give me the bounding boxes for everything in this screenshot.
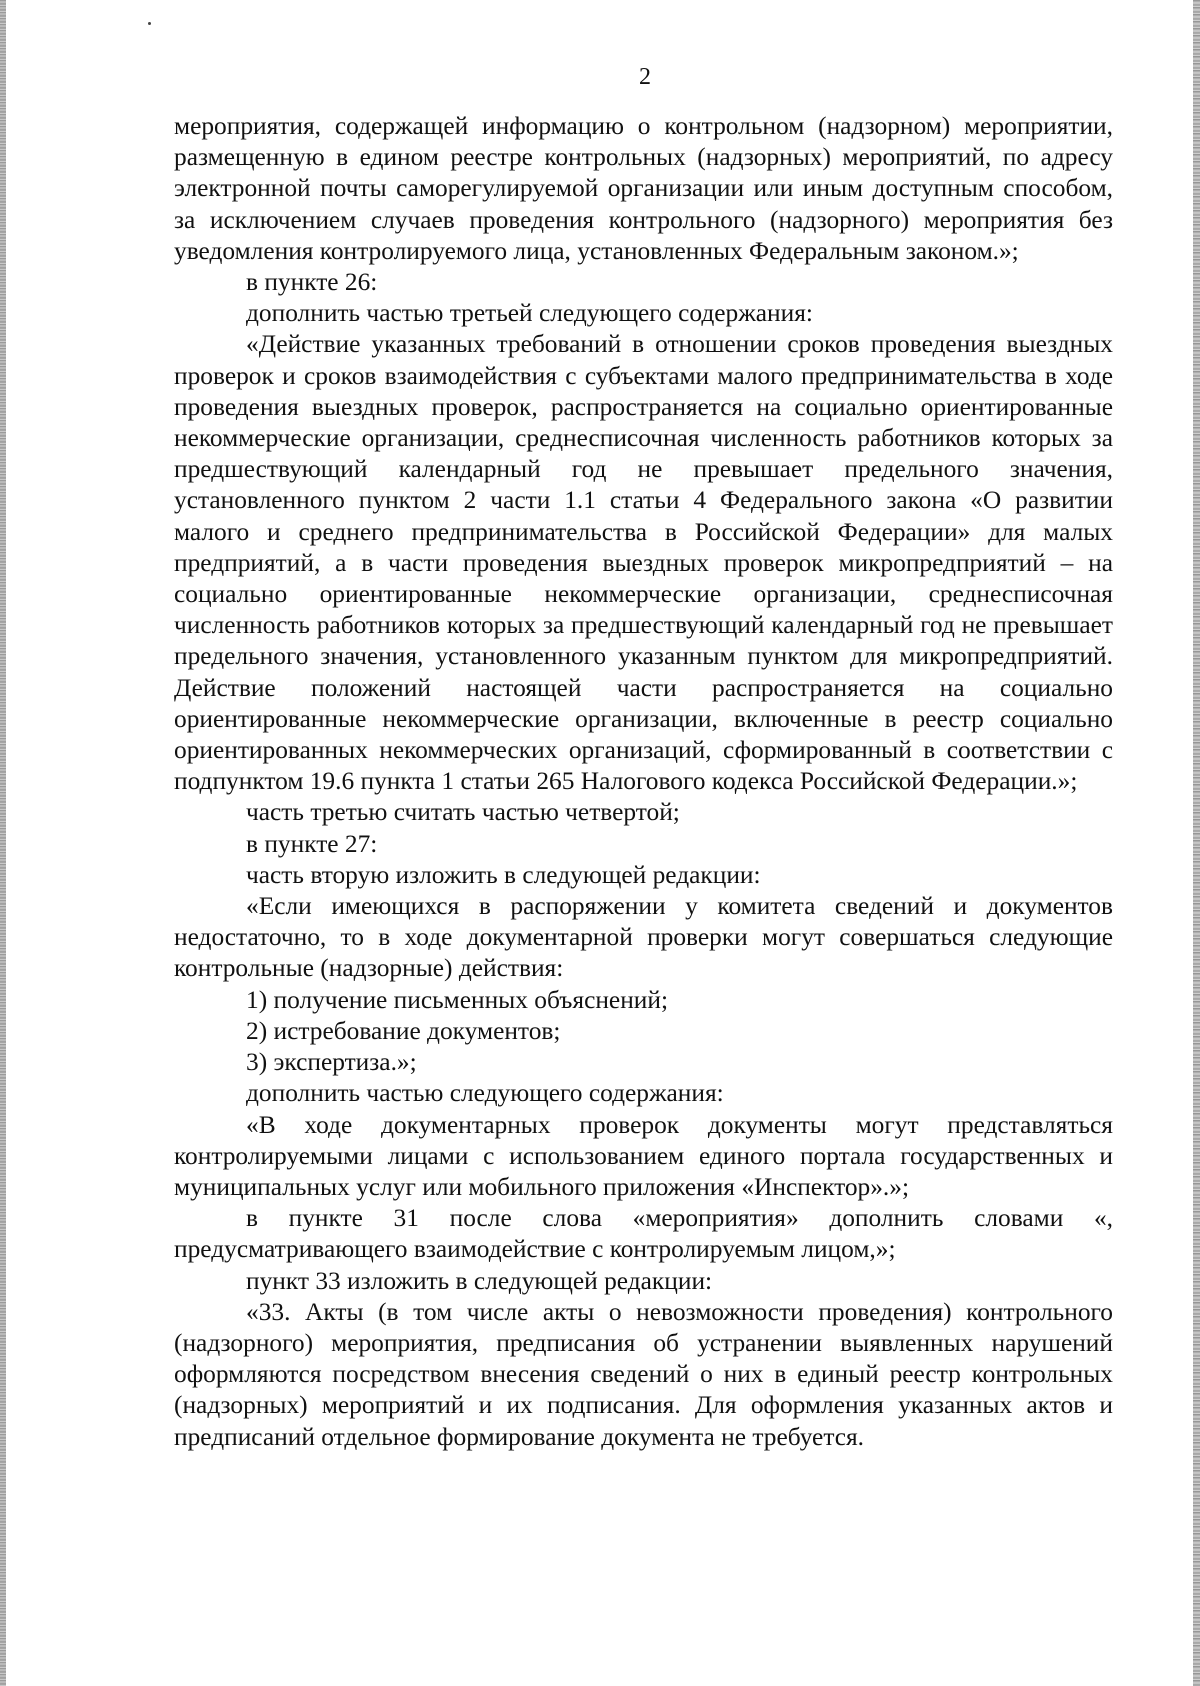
paragraph-point-26: в пункте 26: [246, 268, 378, 297]
paragraph-quoted-part-two: «Если имеющихся в распоряжении у комитета сведений и документов недостаточно, то в ходе документарной проверки могут совершаться следующие контрольные (надзорные) действия: [174, 892, 1113, 983]
paragraph-point-27: в пункте 27: [246, 829, 378, 858]
paragraph-point-31: в пункте 31 после слова «мероприятия» дополнить словами «, предусматривающего взаимодействие с контролируемым лицом,»; [174, 1204, 1113, 1264]
page-number: 2 [639, 64, 651, 90]
scan-speck [148, 22, 151, 25]
document-body [174, 111, 1113, 1453]
paragraph-add-part: дополнить частью следующего содержания: [246, 1079, 724, 1108]
paragraph-add-part-three: дополнить частью третьей следующего содержания: [246, 299, 813, 328]
paragraph-part-two-edit: часть вторую изложить в следующей редакции: [246, 860, 761, 889]
paragraph-continuation: мероприятия, содержащей информацию о контрольном (надзорном) мероприятии, размещенную в едином реестре контрольных (надзорных) мероприятий, по адресу электронной почты саморегулируемой организации или иным доступным способом, за исключением случаев проведения контрольного (надзорного) мероприятия без уведомления контролируемого лица, установленных Федеральным законом.»; [174, 112, 1113, 265]
list-item-2: 2) истребование документов; [246, 1016, 561, 1045]
paragraph-quoted-part-three: «Действие указанных требований в отношении сроков проведения выездных проверок и сроков взаимодействия с субъектами малого предпринимательства в ходе проведения выездных проверок, распространяется на социально ориентированные некоммерческие организации, среднесписочная численность работников которых за предшествующий календарный год не превышает предельного значения, установленного пунктом 2 части 1.1 статьи 4 Федерального закона «О развитии малого и среднего предпринимательства в Российской Федерации» для малых предприятий, а в части проведения выездных проверок микропредприятий – на социально ориентированные некоммерческие организации, среднесписочная численность работников которых за предшествующий календарный год не превышает предельного значения, установленного указанным пунктом для микропредприятий. Действие положений настоящей части распространяется на социально ориентированные некоммерческие организации, включенные в реестр социально ориентированных некоммерческих организаций, сформированный в соответствии с подпунктом 19.6 пункта 1 статьи 265 Налогового кодекса Российской Федерации.»; [174, 330, 1113, 796]
paragraph-renumber-part: часть третью считать частью четвертой; [246, 798, 680, 827]
scan-edge-right [1193, 0, 1200, 1686]
list-item-3: 3) экспертиза.»; [246, 1048, 417, 1077]
paragraph-point-33: пункт 33 изложить в следующей редакции: [246, 1266, 713, 1295]
list-item-1: 1) получение письменных объяснений; [246, 985, 669, 1014]
paragraph-quoted-new-part: «В ходе документарных проверок документы могут представляться контролируемыми лицами с использованием единого портала государственных и муниципальных услуг или мобильного приложения «Инспектор».»; [174, 1110, 1113, 1201]
scan-edge-left [0, 0, 6, 1686]
paragraph-quoted-point-33: «33. Акты (в том числе акты о невозможности проведения) контрольного (надзорного) мероприятия, предписания об устранении выявленных нарушений оформляются посредством внесения сведений о них в единый реестр контрольных (надзорных) мероприятий и их подписания. Для оформления указанных актов и предписаний отдельное формирование документа не требуется. [174, 1297, 1113, 1451]
